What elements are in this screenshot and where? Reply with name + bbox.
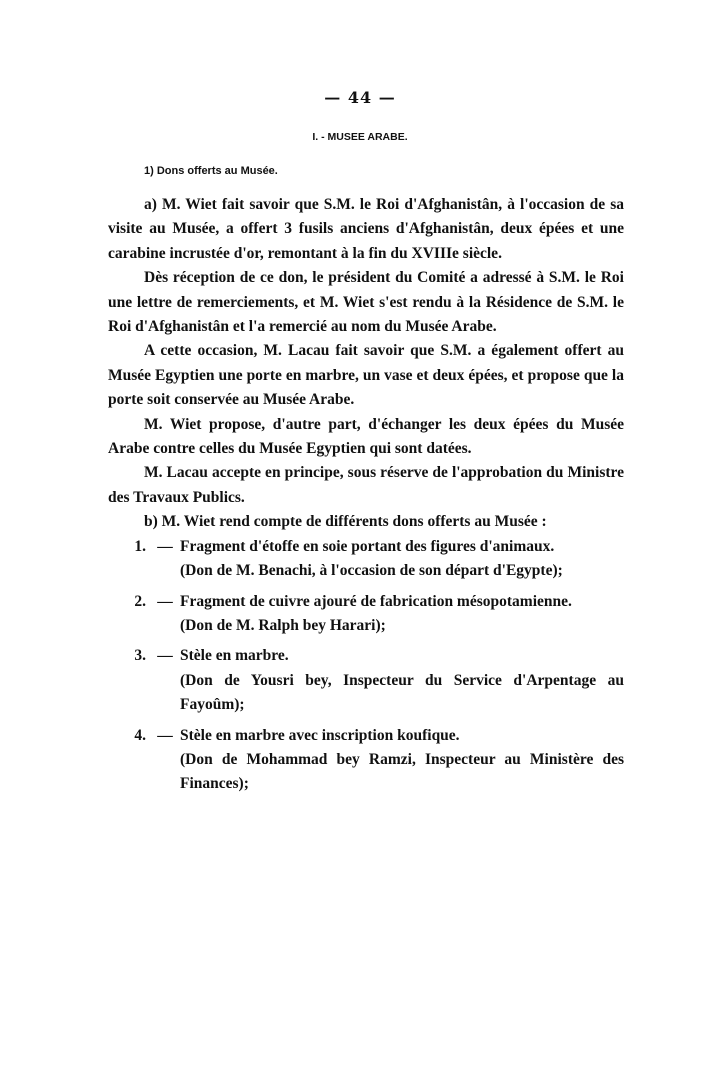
donations-list (108, 535, 624, 797)
item-donor: (Don de M. Ralph bey Harari); (180, 616, 386, 634)
paragraph-lacau-occasion: A cette occasion, M. Lacau fait savoir que S.M. a également offert au Musée Egyptien une porte en marbre, un vase et deux épées, et propose que la porte soit conservée au Musée Arabe. (108, 342, 624, 409)
paragraph-lacau-accepte: M. Lacau accepte en principe, sous réserve de l'approbation du Ministre des Travaux Publics. (108, 464, 624, 506)
item-dash: — (157, 726, 173, 744)
item-donor: (Don de M. Benachi, à l'occasion de son départ d'Egypte); (180, 562, 563, 580)
paragraph-reception: Dès réception de ce don, le président du Comité a adressé à S.M. le Roi une lettre de remerciements, et M. Wiet s'est rendu à la Résidence de S.M. le Roi d'Afghanistân et l'a remercié au nom du Musée Arabe. (108, 269, 624, 336)
paragraph-b: b) M. Wiet rend compte de différents dons offerts au Musée : (144, 513, 547, 531)
item-description: Stèle en marbre. (180, 647, 289, 665)
item-text (180, 724, 624, 797)
item-donor: (Don de Mohammad bey Ramzi, Inspecteur au Ministère des Finances); (180, 750, 624, 793)
paragraph-a: a) M. Wiet fait savoir que S.M. le Roi d'Afghanistân, à l'occasion de sa visite au Musée, a offert 3 fusils anciens d'Afghanistân, deux épées et une carabine incrustée d'or, remontant à la fin du XVIIIe siècle. (108, 196, 624, 262)
item-number: 4. (134, 726, 146, 744)
page-number: — 44 — (324, 88, 396, 107)
item-description: Fragment de cuivre ajouré de fabrication mésopotamienne. (180, 592, 572, 610)
item-dash: — (157, 592, 173, 610)
document-body (108, 193, 624, 803)
list-item (108, 644, 624, 717)
paragraph-wiet-propose: M. Wiet propose, d'autre part, d'échanger les deux épées du Musée Arabe contre celles du Musée Egyptien qui sont datées. (108, 415, 624, 458)
list-item (108, 724, 624, 797)
list-item (108, 590, 624, 639)
item-description: Fragment d'étoffe en soie portant des figures d'animaux. (180, 537, 555, 555)
item-description: Stèle en marbre avec inscription koufique. (180, 726, 460, 744)
subsection-title: 1) Dons offerts au Musée. (144, 165, 278, 177)
item-number: 3. (134, 647, 146, 665)
list-item (108, 535, 624, 584)
item-donor: (Don de Yousri bey, Inspecteur du Service d'Arpentage au Fayoûm); (180, 671, 624, 714)
item-text (180, 644, 624, 717)
section-title: I. - MUSEE ARABE. (312, 131, 408, 143)
item-number: 1. (134, 537, 146, 555)
item-number: 2. (134, 592, 146, 610)
item-dash: — (157, 647, 173, 665)
item-text (180, 535, 624, 584)
item-dash: — (157, 537, 173, 555)
item-text (180, 590, 624, 639)
